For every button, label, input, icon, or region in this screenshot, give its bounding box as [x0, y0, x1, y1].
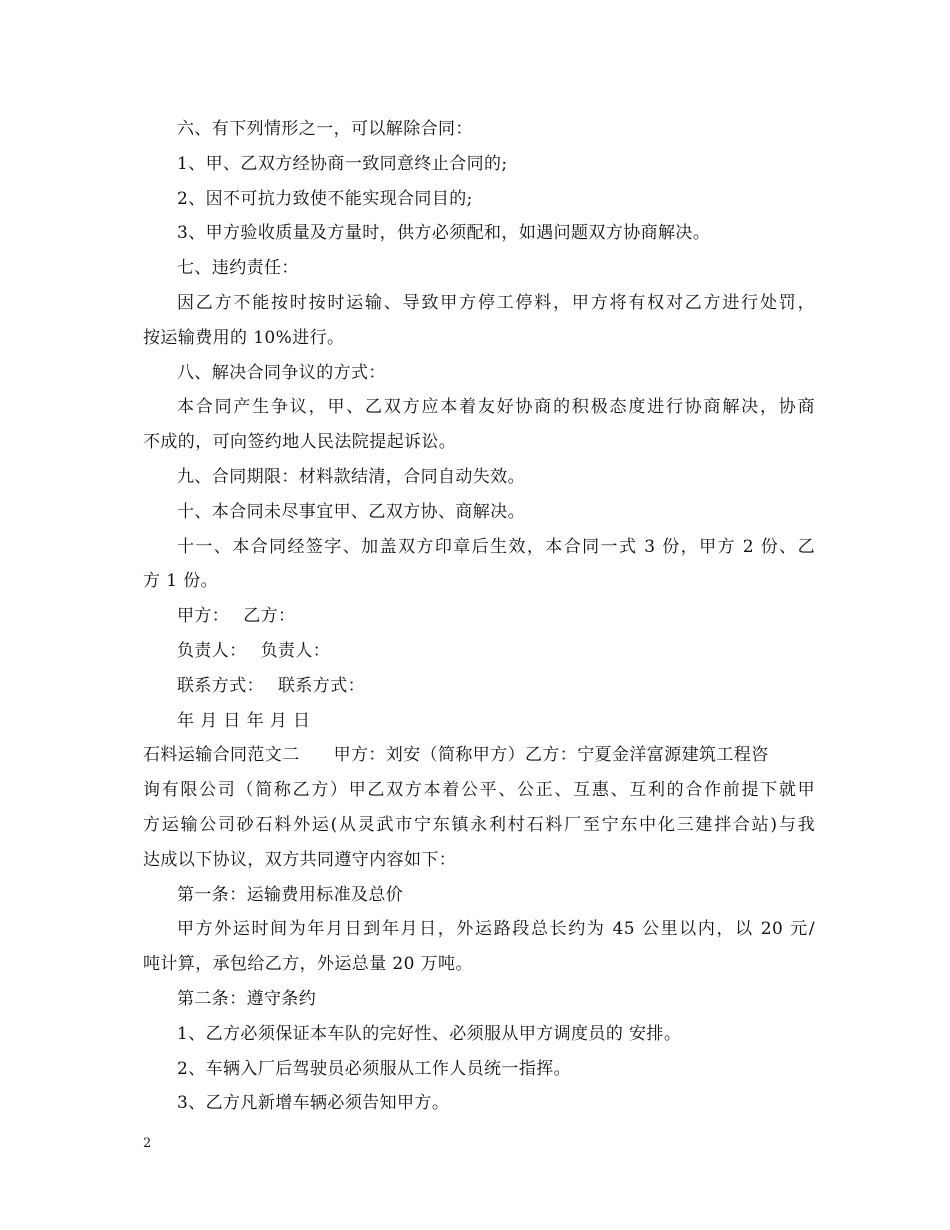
signature-party-row	[143, 599, 815, 634]
clause-7-text-line-1: 因乙方不能按时按时运输、导致甲方停工停料，甲方将有权对乙方进行处罚，	[177, 292, 815, 313]
clause-7-heading: 七、违约责任：	[177, 258, 299, 279]
article-2-item-1: 1、乙方必须保证本车队的完好性、必须服从甲方调度员的 安排。	[177, 1023, 682, 1044]
clause-8-heading: 八、解决合同争议的方式：	[177, 362, 386, 383]
clause-11-line-2: 方 1 份。	[143, 571, 219, 592]
clause-11-line-1: 十一、本合同经签字、加盖双方印章后生效，本合同一式 3 份，甲方 2 份、乙	[177, 536, 815, 557]
contract-two-intro-line-4: 达成以下协议，双方共同遵守内容如下：	[143, 849, 457, 870]
contract-two-parties: 甲方：刘安（简称甲方）乙方：宁夏金洋富源建筑工程咨	[333, 745, 769, 766]
party-b-contact-label: 联系方式：	[278, 675, 365, 696]
clause-8-text-line-1: 本合同产生争议，甲、乙双方应本着友好协商的积极态度进行协商解决，协商	[177, 397, 815, 418]
party-b-responsible-label: 负责人：	[260, 640, 331, 661]
clause-6-item-1: 1、甲、乙双方经协商一致同意终止合同的;	[177, 153, 508, 174]
article-2-item-3: 3、乙方凡新增车辆必须告知甲方。	[177, 1093, 450, 1114]
clause-6-item-2: 2、因不可抗力致使不能实现合同目的;	[177, 188, 473, 209]
party-a-responsible-label: 负责人：	[177, 640, 247, 661]
clause-6-heading: 六、有下列情形之一，可以解除合同：	[177, 119, 473, 139]
signature-responsible-row	[143, 634, 815, 669]
clause-10: 十、本合同未尽事宜甲、乙双方协、商解决。	[177, 501, 525, 522]
article-1-text-line-1: 甲方外运时间为年月日到年月日，外运路段总长约为 45 公里以内，以 20 元/	[177, 919, 815, 940]
contract-two-title: 石料运输合同范文二	[143, 745, 300, 766]
clause-9: 九、合同期限：材料款结清，合同自动失效。	[177, 466, 525, 487]
article-2-heading: 第二条：遵守条约	[177, 988, 317, 1009]
clause-7-text-line-2: 按运输费用的 10%进行。	[143, 327, 345, 348]
contract-two-intro-line-3: 方运输公司砂石料外运(从灵武市宁东镇永利村石料厂至宁东中化三建拌合站)与我	[143, 814, 815, 835]
party-b-label: 乙方：	[243, 606, 296, 627]
signature-date-row: 年 月 日 年 月 日	[177, 710, 311, 731]
article-1-heading: 第一条：运输费用标准及总价	[177, 884, 404, 905]
document-body	[143, 112, 815, 1121]
party-a-contact-label: 联系方式：	[177, 675, 264, 696]
page-number: 2	[143, 1136, 152, 1151]
article-2-item-2: 2、车辆入厂后驾驶员必须服从工作人员统一指挥。	[177, 1058, 572, 1079]
contract-two-intro-line-1	[143, 738, 815, 773]
clause-8-text-line-2: 不成的，可向签约地人民法院提起诉讼。	[143, 432, 457, 453]
party-a-label: 甲方：	[177, 606, 230, 627]
article-1-text-line-2: 吨计算，承包给乙方，外运总量 20 万吨。	[143, 954, 473, 975]
contract-two-intro-line-2: 询有限公司（简称乙方）甲乙双方本着公平、公正、互惠、互利的合作前提下就甲	[143, 780, 815, 801]
clause-6-item-3: 3、甲方验收质量及方量时，供方必须配和，如遇问题双方协商解决。	[177, 223, 711, 244]
signature-contact-row	[143, 669, 815, 704]
